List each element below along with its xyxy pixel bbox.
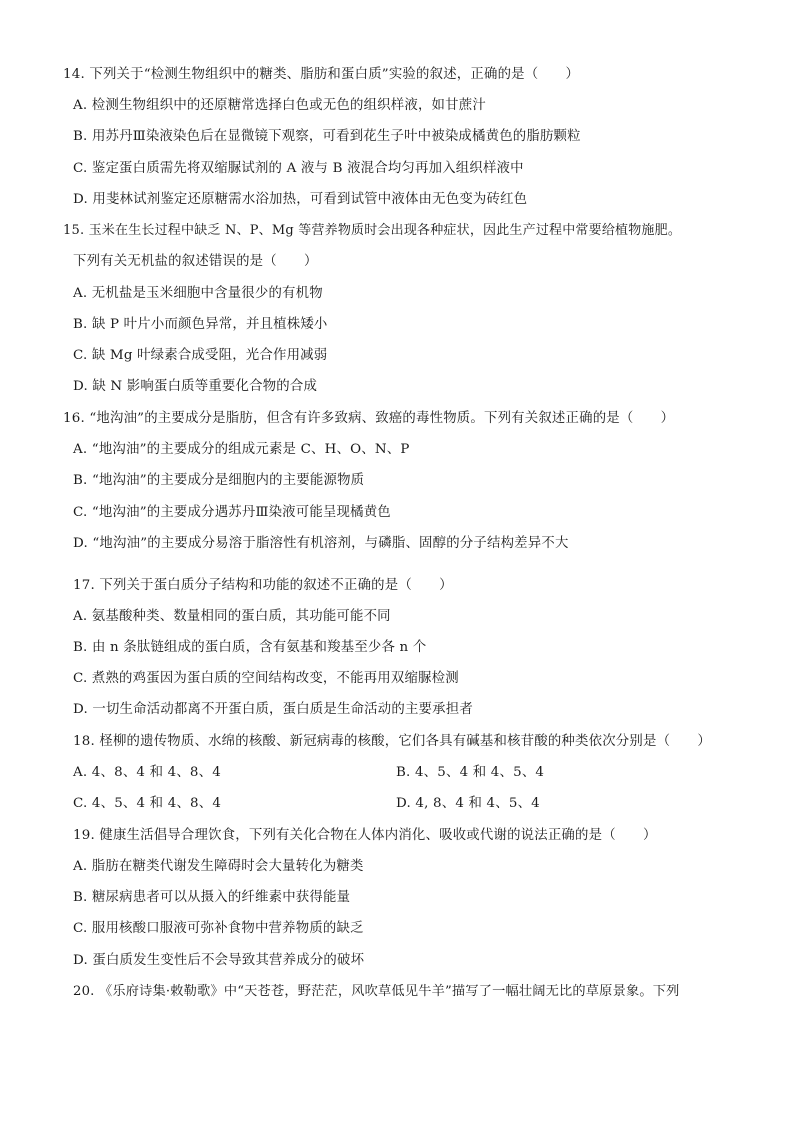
question-18-option-b: B. 4、5、4 和 4、5、4 xyxy=(396,765,545,780)
question-18-option-a: A. 4、8、4 和 4、8、4 xyxy=(73,765,221,780)
question-18-option-d: D. 4, 8、4 和 4、5、4 xyxy=(396,796,540,811)
question-18-option-c: C. 4、5、4 和 4、8、4 xyxy=(73,796,222,811)
